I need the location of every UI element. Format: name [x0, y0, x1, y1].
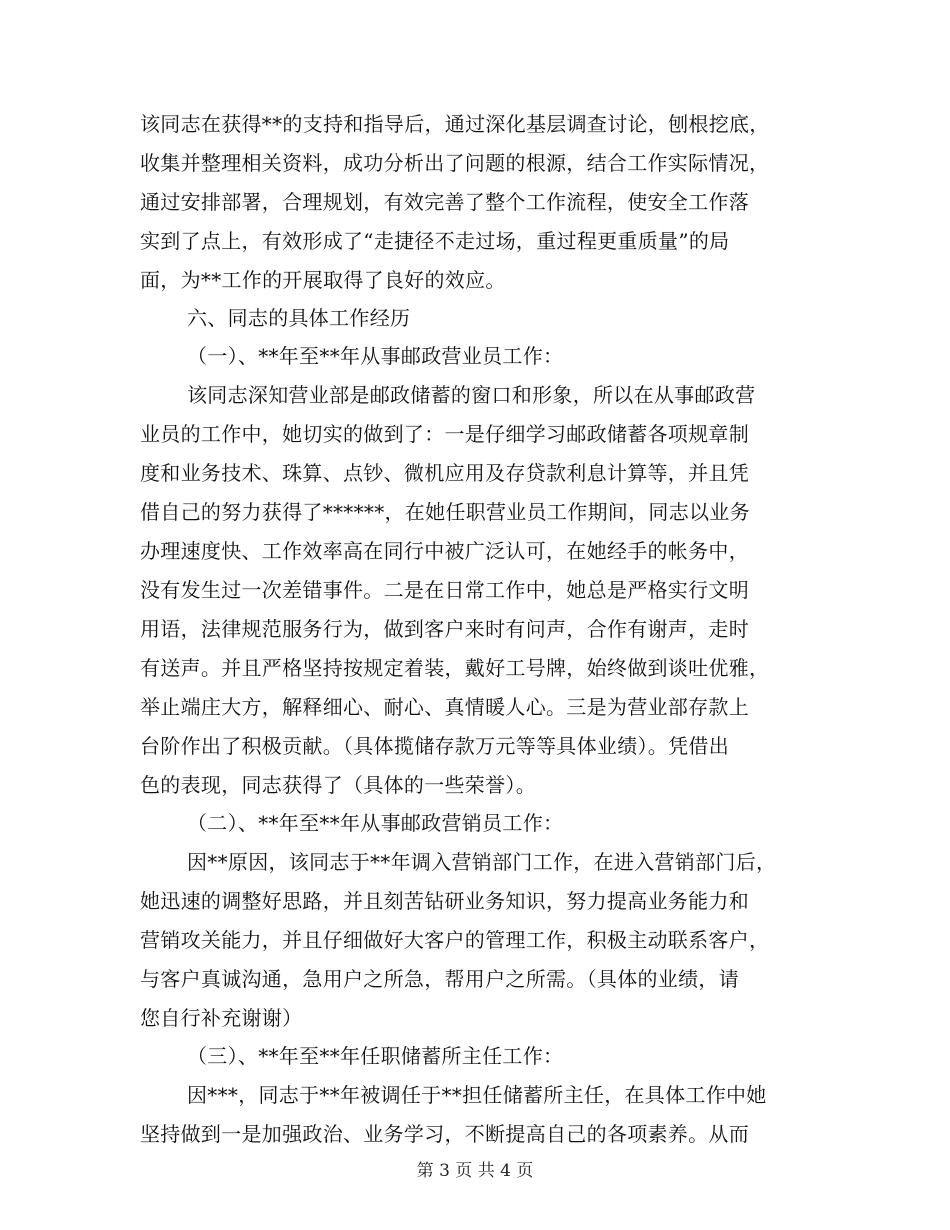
paragraph-line: 营销攻关能力，并且仔细做好大客户的管理工作，积极主动联系客户， — [140, 928, 770, 952]
paragraph-line: 该同志深知营业部是邮政储蓄的窗口和形象，所以在从事邮政营 — [187, 383, 756, 407]
paragraph-line: 用语，法律规范服务行为，做到客户来时有问声，合作有谢声，走时 — [140, 617, 749, 641]
subsection-heading: （二）、**年至**年从事邮政营销员工作： — [187, 811, 564, 835]
subsection-heading: （三）、**年至**年任职储蓄所主任工作： — [187, 1044, 564, 1068]
paragraph-line: 坚持做到一是加强政治、业务学习，不断提高自己的各项素养。从而 — [140, 1122, 749, 1146]
paragraph-line: 收集并整理相关资料，成功分析出了问题的根源，结合工作实际情况， — [140, 151, 770, 175]
paragraph-line: 业员的工作中，她切实的做到了：一是仔细学习邮政储蓄各项规章制 — [140, 422, 749, 446]
paragraph-line: 借自己的努力获得了******，在她任职营业员工作期间，同志以业务 — [140, 500, 750, 524]
section-heading: 六、同志的具体工作经历 — [187, 306, 411, 330]
paragraph-line: 与客户真诚沟通，急用户之所急，帮用户之所需。（具体的业绩，请 — [140, 967, 739, 991]
paragraph-line: 台阶作出了积极贡献。（具体揽储存款万元等等具体业绩）。凭借出 — [140, 734, 729, 758]
page-number-footer: 第 3 页 共 4 页 — [416, 1161, 534, 1181]
paragraph-line: 实到了点上，有效形成了“走捷径不走过场，重过程更重质量”的局 — [140, 229, 730, 253]
paragraph-line: 该同志在获得**的支持和指导后，通过深化基层调查讨论，刨根挖底， — [140, 112, 770, 136]
paragraph-line: 办理速度快、工作效率高在同行中被广泛认可，在她经手的帐务中， — [140, 539, 749, 563]
paragraph-line: 因***，同志于**年被调任于**担任储蓄所主任，在具体工作中她 — [187, 1083, 767, 1107]
paragraph-line: 度和业务技术、珠算、点钞、微机应用及存贷款利息计算等，并且凭 — [140, 461, 749, 485]
paragraph-line: 举止端庄大方，解释细心、耐心、真情暖人心。三是为营业部存款上 — [140, 695, 749, 719]
paragraph-line: 她迅速的调整好思路，并且刻苦钻研业务知识，努力提高业务能力和 — [140, 889, 749, 913]
paragraph-line: 有送声。并且严格坚持按规定着装，戴好工号牌，始终做到谈吐优雅， — [140, 656, 770, 680]
paragraph-line: 面，为**工作的开展取得了良好的效应。 — [140, 268, 506, 292]
subsection-heading: （一）、**年至**年从事邮政营业员工作： — [187, 344, 564, 368]
paragraph-line: 没有发生过一次差错事件。二是在日常工作中，她总是严格实行文明 — [140, 578, 749, 602]
paragraph-line: 色的表现，同志获得了（具体的一些荣誉）。 — [140, 773, 536, 797]
paragraph-line: 通过安排部署，合理规划，有效完善了整个工作流程，使安全工作落 — [140, 190, 749, 214]
paragraph-line: 因**原因，该同志于**年调入营销部门工作，在进入营销部门后， — [187, 850, 777, 874]
paragraph-line: 您自行补充谢谢） — [140, 1006, 303, 1030]
